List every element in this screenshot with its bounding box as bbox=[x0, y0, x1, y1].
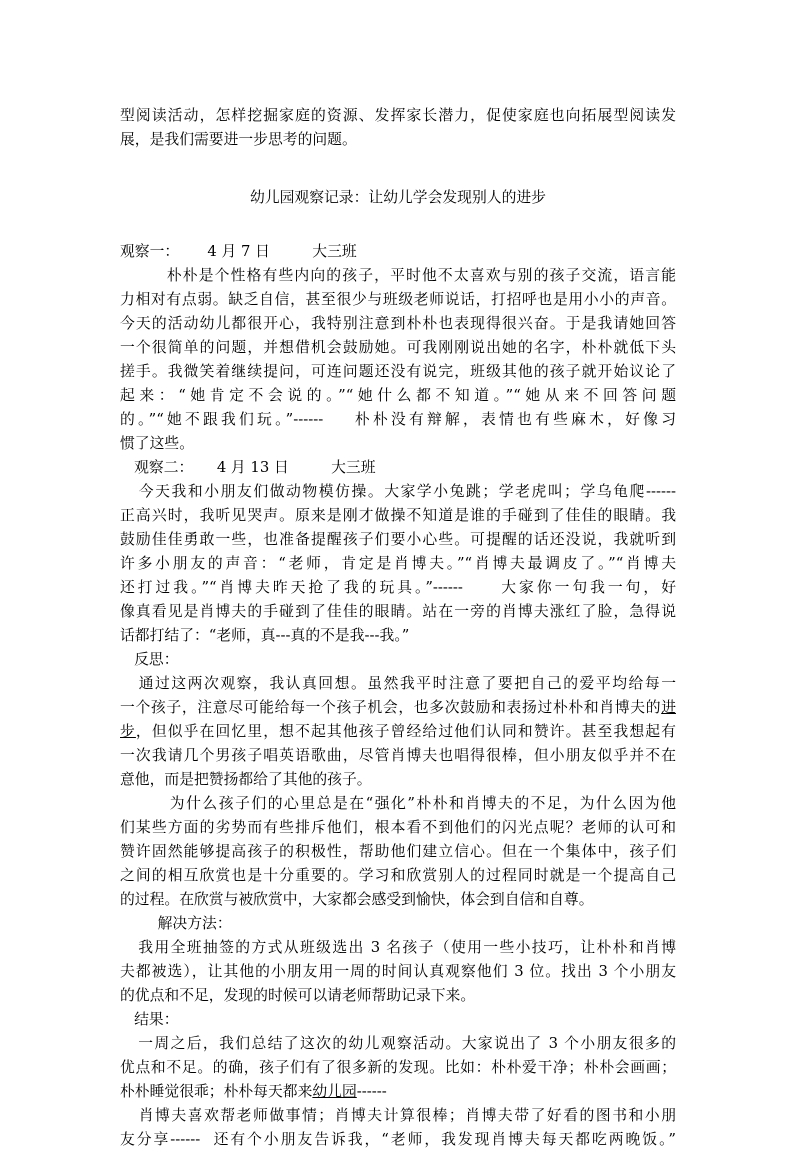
underlined-word: 步 bbox=[120, 723, 136, 740]
observation1-line: 起来：“她肯定不会说的。”“她什么都不知道。”“她从来不回答问题 bbox=[120, 387, 676, 404]
reflection-line: 赞许固然能够提高孩子的积极性，帮助他们建立信心。但在一个集体中，孩子们 bbox=[120, 843, 676, 860]
observation2-line: 话都打结了：“老师，真---真的不是我---我。” bbox=[120, 627, 410, 644]
reflection-line: 之间的相互欣赏也是十分重要的。学习和欣赏别人的过程同时就是一个提高自己 bbox=[120, 867, 676, 884]
observation1-line: 今天的活动幼儿都很开心，我特别注意到朴朴也表现得很兴奋。于是我请她回答 bbox=[120, 315, 676, 332]
observation1-line: 的。”“她不跟我们玩。”------ 朴朴没有辩解，表情也有些麻木，好像习 bbox=[120, 411, 676, 428]
reflection-line: 一次我请几个男孩子唱英语歌曲，尽管肖博夫也唱得很棒，但小朋友似乎并不在 bbox=[120, 747, 676, 764]
reflection-line: 们某些方面的劣势而有些排斥他们，根本看不到他们的闪光点呢？老师的认可和 bbox=[120, 819, 676, 836]
observation1-line: 一个很简单的问题，并想借机会鼓励她。可我刚刚说出她的名字，朴朴就低下头 bbox=[120, 339, 676, 356]
document-page bbox=[120, 104, 676, 1152]
result-header: 结果： bbox=[120, 1011, 179, 1028]
underlined-word: 进 bbox=[661, 699, 676, 716]
result-line: 一周之后，我们总结了这次的幼儿观察活动。大家说出了 3 个小朋友很多的 bbox=[120, 1035, 676, 1052]
observation2-line: 像真看见是肖博夫的手碰到了佳佳的眼睛。站在一旁的肖博夫涨红了脸，急得说 bbox=[120, 603, 676, 620]
observation1-line: 力相对有点弱。缺乏自信，甚至很少与班级老师说话，打招呼也是用小小的声音。 bbox=[120, 291, 676, 308]
solution-header: 解决方法： bbox=[120, 915, 232, 932]
reflection-line bbox=[120, 696, 676, 720]
observation2-line: 许多小朋友的声音：“老师，肯定是肖博夫。”“肖博夫最调皮了。”“肖博夫 bbox=[120, 555, 676, 572]
reflection-line: 为什么孩子们的心里总是在“强化”朴朴和肖博夫的不足，为什么因为他 bbox=[120, 795, 676, 812]
observation1-line: 惯了这些。 bbox=[120, 435, 194, 452]
observation1-line: 搓手。我微笑着继续提问，可连问题还没有说完，班级其他的孩子就开始议论了 bbox=[120, 363, 676, 380]
observation2-line: 鼓励佳佳勇敢一些，也准备提醒孩子们要小心些。可提醒的话还没说，我就听到 bbox=[120, 531, 676, 548]
intro-line-1: 型阅读活动，怎样挖掘家庭的资源、发挥家长潜力，促使家庭也向拓展型阅读发 bbox=[120, 107, 676, 124]
solution-line: 我用全班抽签的方式从班级选出 3 名孩子（使用一些小技巧，让朴朴和肖博 bbox=[120, 939, 676, 956]
result-line: 肖博夫喜欢帮老师做事情；肖博夫计算很棒；肖博夫带了好看的图书和小朋 bbox=[120, 1107, 676, 1124]
observation2-line: 还打过我。”“肖博夫昨天抢了我的玩具。”------ 大家你一句我一句，好 bbox=[120, 579, 676, 596]
reflection-line: 意他，而是把赞扬都给了其他的孩子。 bbox=[120, 771, 372, 788]
result-line: 优点和不足。的确，孩子们有了很多新的发现。比如：朴朴爱干净；朴朴会画画； bbox=[120, 1059, 676, 1076]
observation2-line: 今天我和小朋友们做动物模仿操。大家学小兔跳；学老虎叫；学乌龟爬------ bbox=[120, 483, 676, 500]
reflection-line: 通过这两次观察，我认真回想。虽然我平时注意了要把自己的爱平均给每一 bbox=[120, 675, 676, 692]
result-text: ------ bbox=[356, 1083, 387, 1100]
result-line: 友分享------ 还有个小朋友告诉我，“老师，我发现肖博夫每天都吃两晚饭。” bbox=[120, 1131, 676, 1148]
document-title: 幼儿园观察记录：让幼儿学会发现别人的进步 bbox=[250, 189, 546, 206]
result-line bbox=[120, 1080, 676, 1104]
solution-line: 夫都被选），让其他的小朋友用一周的时间认真观察他们 3 位。找出 3 个小朋友 bbox=[120, 963, 676, 980]
intro-line-2: 展，是我们需要进一步思考的问题。 bbox=[120, 131, 357, 148]
underlined-word: 幼儿园 bbox=[312, 1083, 357, 1100]
observation1-header: 观察一： 4 月 7 日 大三班 bbox=[120, 243, 357, 260]
reflection-text: ，但似乎在回忆里，想不起其他孩子曾经给过他们认同和赞许。甚至我想起有 bbox=[135, 723, 676, 740]
observation2-line: 正高兴时，我听见哭声。原来是刚才做操不知道是谁的手碰到了佳佳的眼睛。我 bbox=[120, 507, 676, 524]
reflection-line bbox=[120, 720, 676, 744]
result-text: 朴朴睡觉很乖；朴朴每天都来 bbox=[120, 1083, 313, 1100]
reflection-header: 反思： bbox=[120, 651, 179, 668]
observation2-header: 观察二： 4 月 13 日 大三班 bbox=[120, 459, 376, 476]
reflection-line: 的过程。在欣赏与被欣赏中，大家都会感受到愉快，体会到自信和自尊。 bbox=[120, 891, 594, 908]
observation1-line: 朴朴是个性格有些内向的孩子，平时他不太喜欢与别的孩子交流，语言能 bbox=[120, 267, 676, 284]
reflection-text: 一个孩子，注意尽可能给每一个孩子机会，也多次鼓励和表扬过朴朴和肖博夫的 bbox=[120, 699, 662, 716]
solution-line: 的优点和不足，发现的时候可以请老师帮助记录下来。 bbox=[120, 987, 476, 1004]
